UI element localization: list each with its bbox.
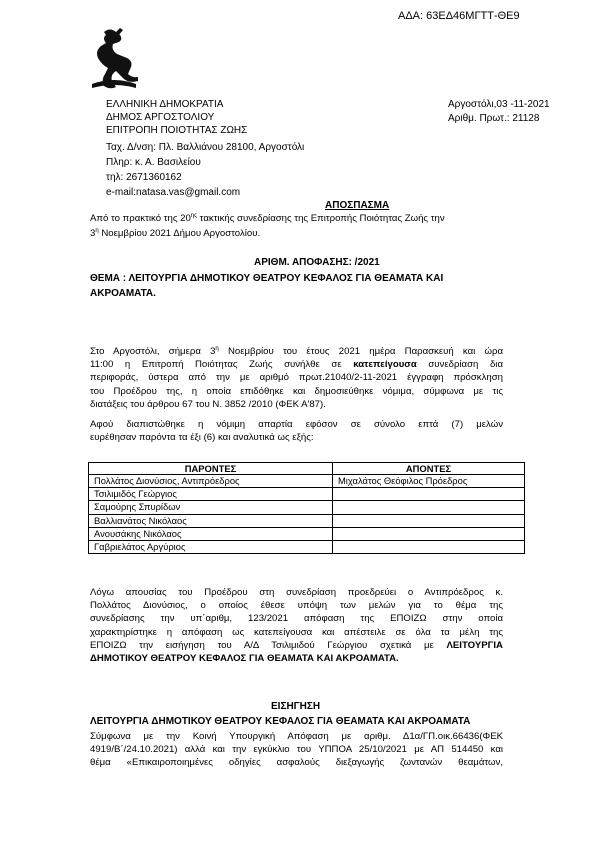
ada-code: ΑΔΑ: 63ΕΔ46ΜΓΤΤ-ΘΕ9 — [398, 10, 520, 22]
header-date: Αργοστόλι,03 -11-2021 — [448, 99, 550, 110]
header-info: Πληρ: κ. Α. Βασιλείου — [106, 157, 201, 168]
absent-header: ΑΠΟΝΤΕΣ — [333, 463, 525, 475]
paragraph-chair: Λόγω απουσίας του Προέδρου στη συνεδρίαση προεδρεύει ο Αντιπρόεδρος κ. Πολλάτος Διονύσιος, ο οποίος έθεσε υπόψη των μελών για το θέμα της συνεδρίασης την υπ΄αριθμ, 123/2021 απόφαση της ΕΠΟΙΖΩ στην οποία χαρακτηρίστηκε η απόφαση ως κατεπείγουσα και απέστειλε σε όλα τα μέλη της ΕΠΟΙΖΩ την εισήγηση του Α/Δ Τσιλιμιδού Γεώργιου σχετικά με ΛΕΙΤΟΥΡΓΙΑ ΔΗΜΟΤΙΚΟΥ ΘΕΑΤΡΟΥ ΚΕΦΑΛΟΣ ΓΙΑ ΘΕΑΜΑΤΑ ΚΑΙ ΑΚΡΟΑΜΑΤΑ. — [90, 587, 503, 665]
table-row: Πολλάτος Διονύσιος, Αντιπρόεδρος Μιχαλάτος Θεόφιλος Πρόεδρος — [89, 475, 525, 488]
table-row: Σαμούρης Σπυρίδων — [89, 501, 525, 514]
header-email: e-mail:natasa.vas@gmail.com — [106, 187, 241, 198]
attendance-header-row — [89, 463, 525, 475]
hermes-emblem-icon — [84, 26, 144, 92]
present-header: ΠΑΡΟΝΤΕΣ — [89, 463, 333, 475]
paragraph-session: Στο Αργοστόλι, σήμερα $3^\eta$ Νοεμβρίου του έτους 2021 ημέρα Παρασκευή και ώρα 11:00 η Επιτροπή Ποιότητας Ζωής συνήλθε σε κατεπείγουσα συνεδρίαση δια περιφοράς, ύστερα από την με αριθμό πρωτ.21040/2-11-2021 έγγραφη πρόσκληση του Προέδρου της, η οποία επιδόθηκε και δημοσιεύθηκε νόμιμα, σύμφωνα με τις διατάξεις του άρθρου 67 του Ν. 3852 /2010 (ΦΕΚ Α'87). — [90, 346, 503, 410]
header-address: Ταχ. Δ/νση: Πλ. Βαλλιάνου 28100, Αργοστόλι — [106, 142, 305, 153]
excerpt-title: ΑΠΟΣΠΑΣΜΑ — [325, 200, 390, 211]
attendance-table — [88, 462, 525, 554]
header-committee: ΕΠΙΤΡΟΠΗ ΠΟΙΟΤΗΤΑΣ ΖΩΗΣ — [106, 125, 248, 136]
intro-line-1: Από το πρακτικό της $20^{\eta\varsigma}$ τακτικής συνεδρίασης της Επιτροπής Ποιότητας Ζωής την — [90, 213, 445, 224]
header-country: ΕΛΛΗΝΙΚΗ ΔΗΜΟΚΡΑΤΙΑ — [106, 99, 224, 110]
paragraph-ministerial: Σύμφωνα με την Κοινή Υπουργική Απόφαση με αριθμ. Δ1α/ΓΠ.οικ.66436(ΦΕΚ 4919/Β΄/24.10.2021) αλλά και την εγκύκλιο του ΥΠΠΟΑ 25/10/2021 με ΑΠ 514450 και θέμα «Επικαιροποιημένες οδηγίες ασφαλούς διεξαγωγής ζωντανών θεαμάτων, — [90, 731, 503, 769]
table-row: Τσιλιμιδός Γεώργιος — [89, 488, 525, 501]
paragraph-quorum: Αφού διαπιστώθηκε η νόμιμη απαρτία εφόσον σε σύνολο επτά (7) μελών ευρέθησαν παρόντα τα έξι (6) και αναλυτικά ως εξής: — [90, 419, 503, 444]
subject-line-1: ΘΕΜΑ : ΛΕΙΤΟΥΡΓΙΑ ΔΗΜΟΤΙΚΟΥ ΘΕΑΤΡΟΥ ΚΕΦΑΛΟΣ ΓΙΑ ΘΕΑΜΑΤΑ ΚΑΙ — [90, 273, 444, 284]
intro-line-2: $3^\eta$ Νοεμβρίου 2021 Δήμου Αργοστολίου. — [90, 228, 261, 239]
table-row: Γαβριελάτος Αργύριος — [89, 540, 525, 553]
decision-number: ΑΡΙΘΜ. ΑΠΟΦΑΣΗΣ: /2021 — [254, 257, 380, 268]
table-row: Βαλλιανάτος Νικόλαος — [89, 514, 525, 527]
header-municipality: ΔΗΜΟΣ ΑΡΓΟΣΤΟΛΙΟΥ — [106, 112, 215, 123]
header-phone: τηλ: 2671360162 — [106, 172, 182, 183]
report-subject: ΛΕΙΤΟΥΡΓΙΑ ΔΗΜΟΤΙΚΟΥ ΘΕΑΤΡΟΥ ΚΕΦΑΛΟΣ ΓΙΑ ΘΕΑΜΑΤΑ ΚΑΙ ΑΚΡΟΑΜΑΤΑ — [90, 716, 471, 727]
report-title: ΕΙΣΗΓΗΣΗ — [271, 701, 321, 712]
subject-line-2: ΑΚΡΟΑΜΑΤΑ. — [90, 288, 156, 299]
table-row: Ανουσάκης Νικόλαος — [89, 527, 525, 540]
header-protocol: Αριθμ. Πρωτ.: 21128 — [448, 113, 540, 124]
